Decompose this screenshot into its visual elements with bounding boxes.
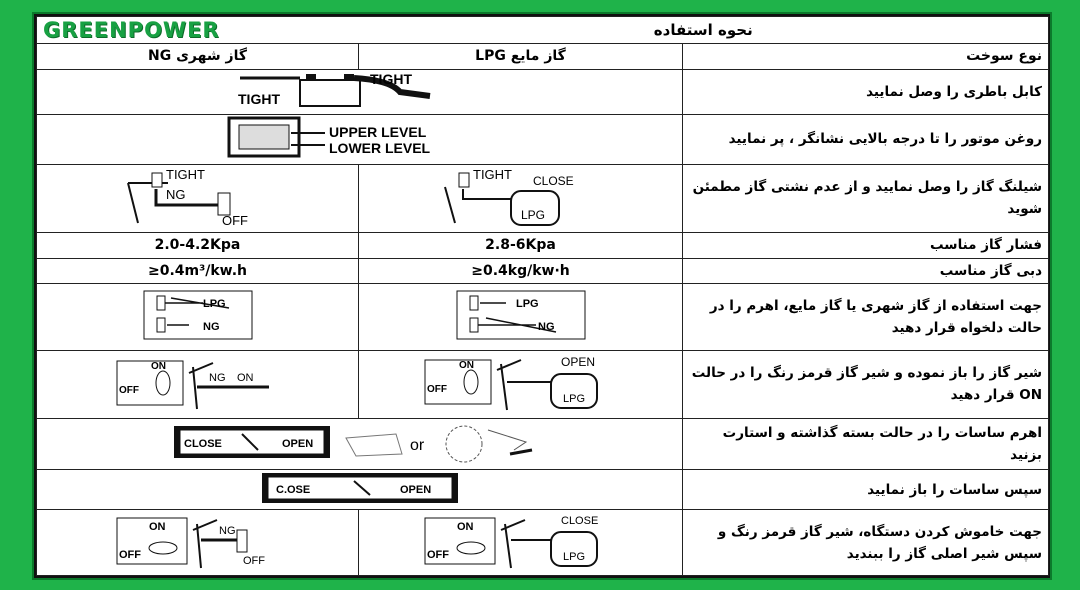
choke-closed-figure [37, 419, 683, 470]
table-row [37, 258, 1049, 283]
close-label: CLOSE [532, 174, 574, 189]
oil-dipstick-icon [225, 115, 495, 159]
header-ng: گاز شهری NG [37, 44, 359, 69]
lpg-lever-figure [359, 283, 683, 350]
ng-lever-figure [37, 283, 359, 350]
choke-open-icon [260, 471, 460, 505]
lpg-label: LPG [562, 550, 585, 563]
off-label: OFF [242, 554, 265, 567]
on-label: ON [236, 372, 253, 385]
lpg-label: LPG [515, 297, 539, 310]
off-label: OFF [426, 548, 449, 561]
tight-label: TIGHT [237, 90, 280, 107]
lpg-shutoff-figure [359, 510, 683, 576]
table-row [37, 419, 1049, 470]
header-row [37, 44, 1049, 69]
lpg-valve-on-icon [421, 352, 621, 412]
ng-label: NG [537, 320, 554, 333]
lpg-label: LPG [202, 297, 226, 310]
step-text: جهت خاموش کردن دستگاه، شیر گاز قرمز رنگ و سپس شیر اصلی گاز را ببندید [683, 510, 1049, 576]
on-label: ON [148, 520, 165, 533]
ng-pressure-value: 2.0-4.2Kpa [37, 233, 359, 258]
page-title: نحوه استفاده [359, 17, 1049, 44]
close-label: CLOSE [183, 438, 222, 451]
open-label: OPEN [281, 438, 313, 451]
oil-level-figure [37, 115, 683, 165]
ng-lever-icon [143, 290, 253, 340]
ng-label: NG [202, 320, 219, 333]
table-row [37, 115, 1049, 165]
header-fuel-type: نوع سوخت [683, 44, 1049, 69]
usage-table [36, 16, 1049, 576]
step-text: روغن موتور را تا درجه بالایی نشانگر ، پر نمایید [683, 115, 1049, 165]
close-label: CLOSE [560, 514, 598, 527]
lower-level-label: LOWER LEVEL [328, 140, 430, 157]
lpg-label: LPG [562, 393, 585, 406]
choke-start-icon [170, 420, 550, 464]
step-text: شیر گاز را باز نموده و شیر گاز قرمز رنگ را در حالت ON قرار دهید [683, 350, 1049, 419]
tight-label: TIGHT [165, 167, 205, 183]
table-row [37, 469, 1049, 509]
tight-label: TIGHT [472, 167, 512, 183]
ng-flow-value: ≥0.4m³/kw.h [37, 258, 359, 283]
ng-valve-on-icon [113, 353, 283, 411]
ng-valve-on-figure [37, 350, 359, 419]
on-label: ON [458, 360, 474, 372]
upper-level-label: UPPER LEVEL [328, 124, 426, 141]
step-text: شیلنگ گاز را وصل نمایید و از عدم نشتی گاز مطمئن شوید [683, 164, 1049, 233]
off-label: OFF [426, 384, 447, 396]
table-row [37, 233, 1049, 258]
off-label: OFF [118, 385, 139, 397]
ng-shutoff-icon [113, 512, 283, 570]
lpg-cylinder-icon [441, 165, 601, 227]
on-label: ON [456, 520, 473, 533]
lpg-flow-value: ≥0.4kg/kw·h [359, 258, 683, 283]
step-text: اهرم ساسات را در حالت بسته گذاشته و استارت بزنید [683, 419, 1049, 470]
step-text: فشار گاز مناسب [683, 233, 1049, 258]
off-label: OFF [118, 548, 141, 561]
table-row [37, 69, 1049, 114]
title-row [37, 17, 1049, 44]
ng-valve-icon [118, 165, 278, 227]
choke-open-figure [37, 469, 683, 509]
table-row [37, 510, 1049, 576]
lpg-lever-icon [456, 290, 586, 340]
off-label: OFF [221, 213, 248, 228]
open-label: OPEN [560, 355, 595, 370]
battery-figure [37, 69, 683, 114]
lpg-shutoff-icon [421, 512, 621, 570]
lpg-pressure-value: 2.8-6Kpa [359, 233, 683, 258]
lpg-valve-on-figure [359, 350, 683, 419]
choke-close-label: C.OSE [275, 483, 310, 496]
ng-label: NG [208, 372, 225, 385]
ng-shutoff-figure [37, 510, 359, 576]
battery-cable-icon [230, 70, 490, 110]
choke-open-label: OPEN [399, 483, 431, 496]
table-row [37, 283, 1049, 350]
step-text: کابل باطری را وصل نمایید [683, 69, 1049, 114]
on-label: ON [150, 361, 166, 373]
step-text: دبی گاز مناسب [683, 258, 1049, 283]
ng-label: NG [218, 524, 235, 537]
brand-logo: GREENPOWER [37, 17, 359, 44]
ng-label: NG [165, 187, 185, 203]
ng-hose-figure [37, 164, 359, 233]
lpg-hose-figure [359, 164, 683, 233]
step-text: جهت استفاده از گاز شهری یا گاز مایع، اهرم را در حالت دلخواه قرار دهید [683, 283, 1049, 350]
lpg-label: LPG [520, 208, 545, 223]
table-row [37, 350, 1049, 419]
or-label: or [409, 437, 424, 455]
table-row [37, 164, 1049, 233]
step-text: سپس ساسات را باز نمایید [683, 469, 1049, 509]
header-lpg: گاز مایع LPG [359, 44, 683, 69]
tight-label: TIGHT [369, 70, 412, 87]
usage-guide-panel [34, 14, 1050, 578]
